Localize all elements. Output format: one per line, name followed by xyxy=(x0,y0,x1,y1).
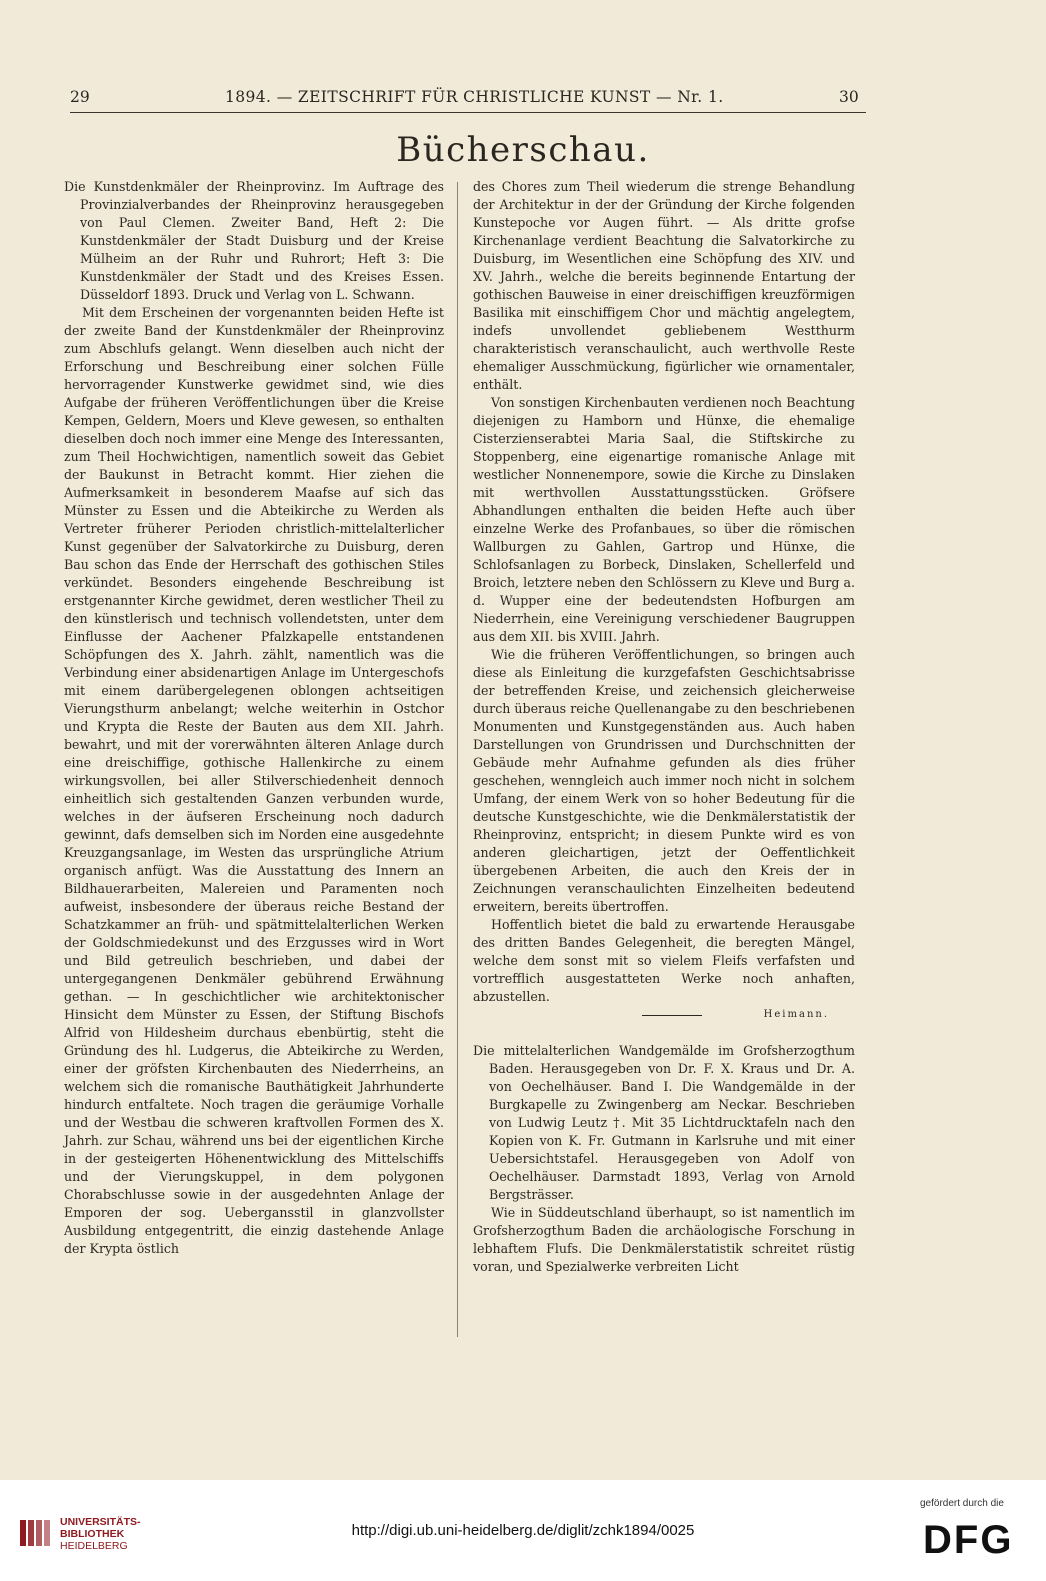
source-url-link[interactable]: http://digi.ub.uni-heidelberg.de/diglit/zchk1894/0025 xyxy=(351,1522,695,1539)
funding-note: gefördert durch die xyxy=(920,1498,1004,1509)
reviewer-signature-row xyxy=(473,1006,855,1024)
review-1-heading: Die Kunstdenkmäler der Rheinprovinz. Im Auftrage des Provinzialverbandes der Rheinprovinz herausgegeben von Paul Clemen. Zweiter Band, Heft 2: Die Kunstdenkmäler der Stadt Duisburg und der Kreise Mülheim an der Ruhr und Ruhrort; Heft 3: Die Kunstdenkmäler der Stadt und des Kreises Essen. Düsseldorf 1893. Druck und Verlag von L. Schwann. xyxy=(64,179,444,302)
left-column xyxy=(64,178,444,1258)
review-1-paragraph-3: Wie die früheren Veröffentlichungen, so bringen auch diese als Einleitung die kurzgefafsten Geschichtsabrisse der betreffenden Kreise, und zeichensich gleicherweise durch überaus reiche Quellenangabe zu den beschriebenen Monumenten und Kunstgegenständen aus. Auch haben Darstellungen von Grundrissen und Durchschnitten der Gebäude mehr Aufnahme gefunden als dies früher geschehen, wenngleich auch immer noch nicht in solchem Umfang, der einem Werk von so hoher Bedeutung für die deutsche Kunstgeschichte, wie die Denkmälerstatistik der Rheinprovinz, entspricht; in diesem Punkte wird es von anderen gleichartigen, jetzt der Oeffentlichkeit übergebenen Arbeiten, die auch den Kreis der in Zeichnungen veranschaulichten Einzelheiten bedeutend erweitern, bereits übertroffen. xyxy=(473,647,855,914)
dfg-logo: DFG xyxy=(923,1518,1014,1562)
review-2-heading: Die mittelalterlichen Wandgemälde im Grofsherzogthum Baden. Herausgegeben von Dr. F. X. Kraus und Dr. A. von Oechelhäuser. Band I. Die Wandgemälde in der Burgkapelle zu Zwingenberg am Neckar. Beschrieben von Ludwig Leutz †. Mit 35 Lichtdrucktafeln nach den Kopien von K. Fr. Gutmann in Karlsruhe und mit einer Uebersichtstafel. Herausgegeben von Adolf von Oechelhäuser. Darmstadt 1893, Verlag von Arnold Bergsträsser. xyxy=(473,1043,855,1202)
review-1-paragraph-cont: des Chores zum Theil wiederum die strenge Behandlung der Architektur in der der Gründung der Kirche folgenden Kunstepoche vor Augen führt. — Als dritte grofse Kirchenanlage verdient Beachtung die Salvatorkirche zu Duisburg, im Wesentlichen eine Schöpfung des XIV. und XV. Jahrh., welche die bereits beginnende Entartung der gothischen Bauweise in einer dreischiffigen kreuzförmigen Basilika mit einschiffigem Chor und mächtig angelegtem, indefs unvollendet gebliebenem Westthurm charakteristisch veranschaulicht, auch werthvolle Reste ehemaliger Ausschmückung, figürlicher wie ornamentaler, enthält. xyxy=(473,179,855,392)
header-rule xyxy=(70,112,866,113)
review-2-paragraph: Wie in Süddeutschland überhaupt, so ist namentlich im Grofsherzogthum Baden die archäologische Forschung in lebhaftem Flufs. Die Denkmälerstatistik schreitet rüstig voran, und Spezialwerke verbreiten Licht xyxy=(473,1205,855,1274)
footer xyxy=(0,1480,1046,1581)
review-1-paragraph: Mit dem Erscheinen der vorgenannten beiden Hefte ist der zweite Band der Kunstdenkmäler der Rheinprovinz zum Abschlufs gelangt. Wenn dieselben auch nicht der Erforschung und Beschreibung einer solchen Fülle hervorragender Kunstwerke gewidmet sind, wie dies Aufgabe der früheren Veröffentlichungen über die Kreise Kempen, Geldern, Moers und Kleve gewesen, so enthalten dieselben doch noch immer eine Menge des Interessanten, zum Theil Hochwichtigen, namentlich soweit das Gebiet der Baukunst in Betracht kommt. Hier ziehen die Aufmerksamkeit in besonderem Maafse auf sich das Münster zu Essen und die Abteikirche zu Werden als Vertreter früherer Perioden christlich-mittelalterlicher Kunst gegenüber der Salvatorkirche zu Duisburg, deren Bau schon das Ende der Herrschaft des gothischen Stiles verkündet. Besonders eingehende Beschreibung ist erstgenannter Kirche gewidmet, deren westlicher Theil zu den künstlerisch und technisch vollendetsten, unter dem Einflusse der Aachener Pfalzkapelle entstandenen Schöpfungen des X. Jahrh. zählt, namentlich was die Verbindung einer absidenartigen Anlage im Untergeschofs mit einem darübergelegenen oblongen achtseitigen Vierungsthurm anbelangt; welche weiterhin in Ostchor und Krypta die Reste der Bauten aus dem XII. Jahrh. bewahrt, und mit der vorerwähnten älteren Anlage durch eine dreischiffige, gothische Hallenkirche zu einem wirkungsvollen, bei aller Stilverschiedenheit dennoch einheitlich sich gestaltenden Ganzen verbunden wurde, welches in der äufseren Erscheinung noch dadurch gewinnt, dafs demselben sich im Norden eine ausgedehnte Kreuzgangsanlage, im Westen das ursprüngliche Atrium organisch anfügt. Was die Ausstattung des Innern an Bildhauerarbeiten, Malereien und Paramenten noch aufweist, insbesondere der überaus reiche Bestand der Schatzkammer an früh- und spätmittelalterlichen Werken der Goldschmiedekunst und des Erzgusses wird in Wort und Bild getreulich beschrieben, und dabei der untergegangenen Denkmäler gebührend Erwähnung gethan. — In geschichtlicher wie architektonischer Hinsicht dem Münster zu Essen, der Stiftung Bischofs Alfrid von Hildesheim durchaus ebenbürtig, steht die Gründung des hl. Ludgerus, die Abteikirche zu Werden, einer der gröfsten Kirchenbauten des Niederrheins, an welchem sich die romanische Bauthätigkeit Jahrhunderte hindurch entfaltete. Noch tragen die geräumige Vorhalle und der Westbau die schweren kraftvollen Formen des X. Jahrh. zur Schau, während uns bei der eigentlichen Kirche in der gesteigerten Höhenentwicklung des Mittelschiffs und der Vierungskuppel, in dem polygonen Chorabschlusse sowie in der ausgedehnten Anlage der Emporen der sog. Uebergansstil in glanzvollster Ausbildung entgegentritt, die einzig dastehende Anlage der Krypta östlich xyxy=(64,305,444,1256)
page-number-left: 29 xyxy=(70,88,90,106)
review-1-paragraph-2: Von sonstigen Kirchenbauten verdienen noch Beachtung diejenigen zu Hamborn und Hünxe, die ehemalige Cisterzienserabtei Maria Saal, die Stiftskirche zu Stoppenberg, eine eigenartige romanische Anlage mit westlicher Nonnenempore, sowie die Kirche zu Dinslaken mit werthvollen Ausstattungsstücken. Gröfsere Abhandlungen enthalten die beiden Hefte auch über einzelne Werke des Profanbaues, so über die römischen Wallburgen zu Gahlen, Gartrop und Hünxe, die Schlofsanlagen zu Borbeck, Dinslaken, Schellerfeld und Broich, letztere neben den Schlössern zu Kleve und Burg a. d. Wupper eine der bedeutendsten Hofburgen am Niederrhein, eine Vereinigung verschiedener Baugruppen aus dem XII. bis XVIII. Jahrh. xyxy=(473,395,855,644)
section-title: Bücherschau. xyxy=(396,130,650,170)
running-title: 1894. — ZEITSCHRIFT FÜR CHRISTLICHE KUNST — Nr. 1. xyxy=(225,88,724,106)
signature-rule xyxy=(642,1015,702,1016)
page-number-right: 30 xyxy=(839,88,859,106)
right-column xyxy=(473,178,855,1276)
review-1-paragraph-4: Hoffentlich bietet die bald zu erwartende Herausgabe des dritten Bandes Gelegenheit, die beregten Mängel, welche dem sonst mit so vielem Fleifs verfafsten und vortrefflich ausgestatteten Werke noch anhaften, abzustellen. xyxy=(473,917,855,1004)
library-name: UNIVERSITÄTS- BIBLIOTHEK HEIDELBERG xyxy=(60,1516,141,1552)
reviewer-name: Heimann. xyxy=(763,1009,829,1020)
column-divider xyxy=(457,182,458,1337)
